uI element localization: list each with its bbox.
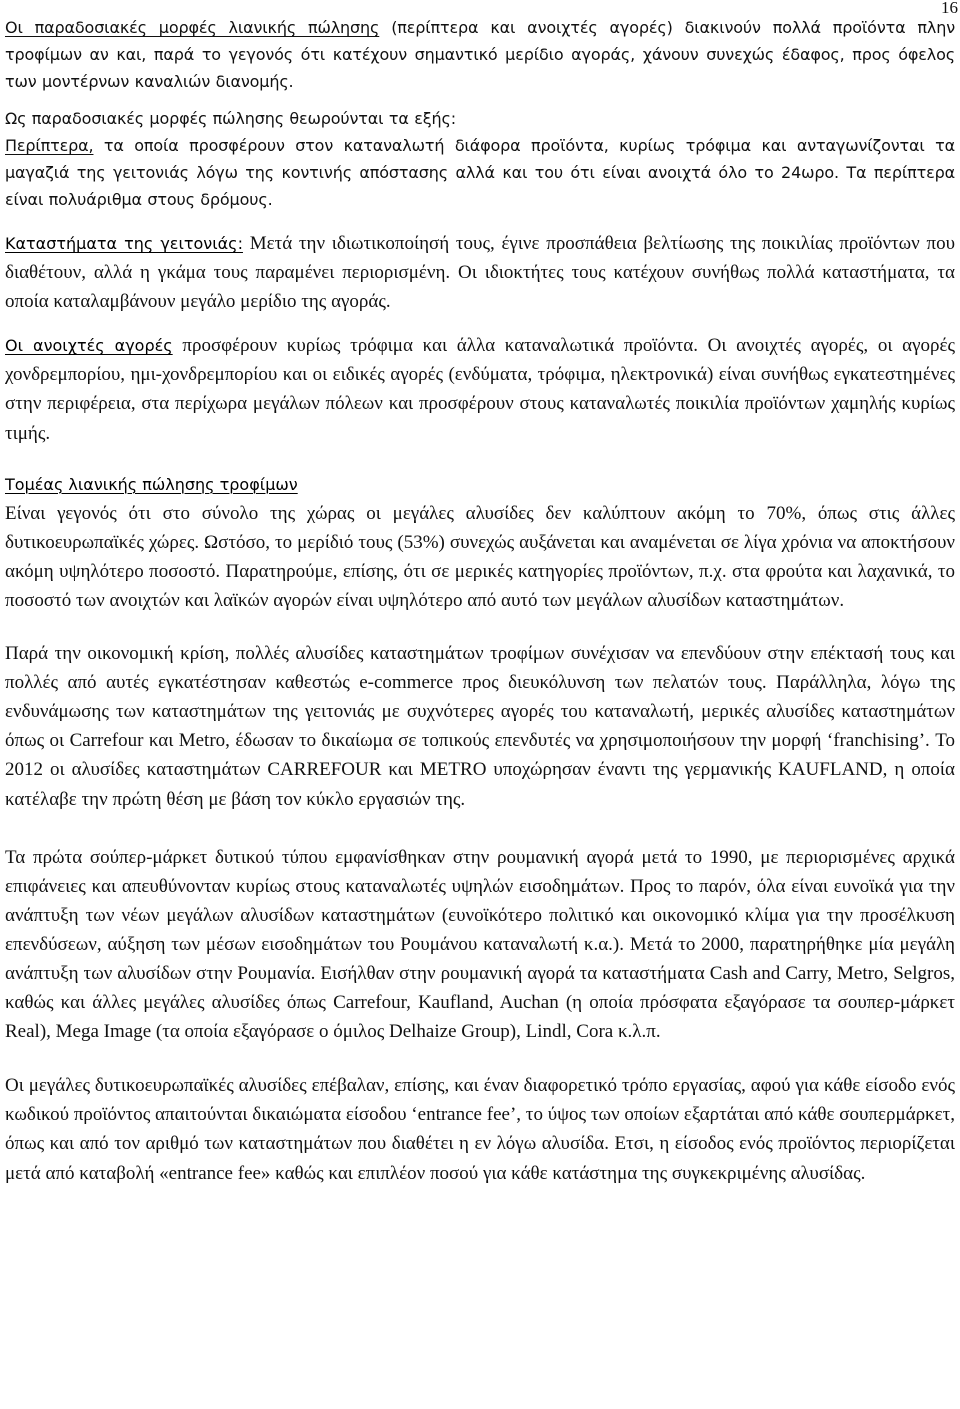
paragraph-neighborhood-stores xyxy=(5,229,955,316)
paragraph-open-markets xyxy=(5,331,955,447)
paragraph-economic-crisis: Παρά την οικονομική κρίση, πολλές αλυσίδες καταστημάτων τροφίμων συνέχισαν να επενδύουν στην επέκτασή τους και πολλές από αυτές εγκατέστησαν καθεστώς e-commerce προς διευκόλυνση των πελατών τους. Παράλληλα, λόγω της ενδυνάμωσης των καταστημάτων της γειτονιάς με συχνότερες αγορές του καταναλωτή, μερικές αλυσίδες καταστημάτων όπως οι Carrefour και Metro, έδωσαν το δικαίωμα σε τοπικούς επενδυτές να χρησιμοποιήσουν την μορφή ‘franchising’. Το 2012 οι αλυσίδες καταστημάτων CARREFOUR και METRO υποχώρησαν έναντι της γερμανικής KAUFLAND, η οποία κατέλαβε την πρώτη θέση με βάση τον κύκλο εργασιών της. xyxy=(5,643,955,810)
kiosks-text: τα οποία προσφέρουν στον καταναλωτή διάφορα προϊόντα, κυρίως τρόφιμα και ανταγωνίζονται τα μαγαζιά της γειτονιάς λόγω της κοντινής απόστασης αλλά και του ότι είναι ανοιχτά όλο το 24ωρο. Τα περίπτερα είναι πολυάριθμα στους δρόμους. xyxy=(5,136,955,209)
food-retail-heading: Τομέας λιανικής πώλησης τροφίμων xyxy=(5,474,298,494)
open-markets-lead: Οι ανοιχτές αγορές xyxy=(5,336,173,356)
open-markets-text: προσφέρουν κυρίως τρόφιμα και άλλα καταναλωτικά προϊόντα. Οι ανοιχτές αγορές, οι αγορές χονδρεμπορίου, ημι-χονδρεμπορίου και οι ειδικές αγορές (ενδύματα, τρόφιμα, ηλεκτρονικά) είναι συνήθως εγκατεστημένες στην περιφέρεια, στα περίχωρα μεγάλων πόλεων και προσφέρουν στους καταναλωτές ποικιλία προϊόντων χαμηλής κυρίως τιμής. xyxy=(5,335,955,444)
paragraph-entrance-fee: Οι μεγάλες δυτικοευρωπαϊκές αλυσίδες επέβαλαν, επίσης, και έναν διαφορετικό τρόπο εργασίας, αφού για κάθε είσοδο ενός κωδικού προϊόντος απαιτούνται δικαιώματα είσοδου ‘entrance fee’, το ύψος των οποίων εξαρτάται από κάθε σουπερμάρκετ, όπως και από τον αριθμό των καταστημάτων που διαθέτει η εν λόγω αλυσίδα. Ετσι, η είσοδος ενός προϊόντος περιορίζεται μετά από καταβολή «entrance fee» καθώς και επιπλέον ποσού για κάθε κατάστημα της συγκεκριμένης αλυσίδας. xyxy=(5,1075,955,1184)
kiosks-lead: Περίπτερα, xyxy=(5,136,94,155)
neighborhood-text: Μετά την ιδιωτικοποίησή τους, έγινε προσπάθεια βελτίωσης της ποικιλίας προϊόντων που διαθέτουν, αλλά η γκάμα τους παραμένει περιορισμένη. Οι ιδιοκτήτες τους κατέχουν συνήθως πολλά καταστήματα, τα οποία καταλαμβάνουν μεγάλο μερίδιο της αγοράς. xyxy=(5,233,955,313)
document-body xyxy=(5,14,955,1188)
paragraph-intro xyxy=(5,14,955,95)
intro-lead: Οι παραδοσιακές μορφές λιανικής πώλησης xyxy=(5,18,380,37)
paragraph-food-retail: Είναι γεγονός ότι στο σύνολο της χώρας οι μεγάλες αλυσίδες δεν καλύπτουν ακόμη το 70%, όπως στις άλλες δυτικοευρωπαϊκές χώρες. Ωστόσο, το μερίδιό τους (53%) συνεχώς αυξάνεται και αναμένεται σε λίγα χρόνια να αποκτήσουν ακόμη υψηλότερο ποσοστό. Παρατηρούμε, επίσης, ότι σε μερικές κατηγορίες προϊόντων, π.χ. στα φρούτα και λαχανικά, το ποσοστό των ανοιχτών και λαϊκών αγορών είναι υψηλότερο από αυτό των μεγάλων αλυσίδων καταστημάτων. xyxy=(5,502,955,611)
paragraph-traditional-forms: Ως παραδοσιακές μορφές πώλησης θεωρούνται τα εξής: xyxy=(5,109,456,128)
neighborhood-lead: Καταστήματα της γειτονιάς: xyxy=(5,234,243,253)
intro-text: (περίπτερα και ανοιχτές αγορές) διακινούν πολλά προϊόντα πλην τροφίμων αν και, παρά το γεγονός ότι κατέχουν σημαντικό μερίδιο αγοράς, χάνουν συνεχώς έδαφος, προς όφελος των μοντέρνων καναλιών διανομής. xyxy=(5,18,955,91)
section-heading-food-retail xyxy=(5,470,955,499)
paragraph-romania-supermarkets: Τα πρώτα σούπερ-μάρκετ δυτικού τύπου εμφανίσθηκαν στην ρουμανική αγορά μετά το 1990, με περιορισμένες αρχικά επιφάνειες και απευθύνονταν κυρίως στους καταναλωτές υψηλών εισοδημάτων. Προς το παρόν, όλα είναι ευνοϊκά για την ανάπτυξη των νέων μεγάλων αλυσίδων καταστημάτων (ευνοϊκότερο πολιτικό και οικονομικό κλίμα για την προσέλκυση επενδύσεων, αύξηση των μέσων εισοδημάτων του Ρουμάνου καταναλωτή κ.α.). Μετά το 2000, παρατηρήθηκε μία μεγάλη ανάπτυξη των αλυσίδων στην Ρουμανία. Εισήλθαν στην ρουμανική αγορά τα καταστήματα Cash and Carry, Metro, Selgros, καθώς και άλλες μεγάλες αλυσίδες όπως Carrefour, Kaufland, Auchan (η οποία πρόσφατα εξαγόρασε τα σουπερ-μάρκετ Real), Mega Image (τα οποία εξαγόρασε ο όμιλος Delhaize Group), Lindl, Cora κ.λ.π. xyxy=(5,846,955,1043)
page-number: 16 xyxy=(941,0,958,17)
paragraph-kiosks xyxy=(5,132,955,213)
